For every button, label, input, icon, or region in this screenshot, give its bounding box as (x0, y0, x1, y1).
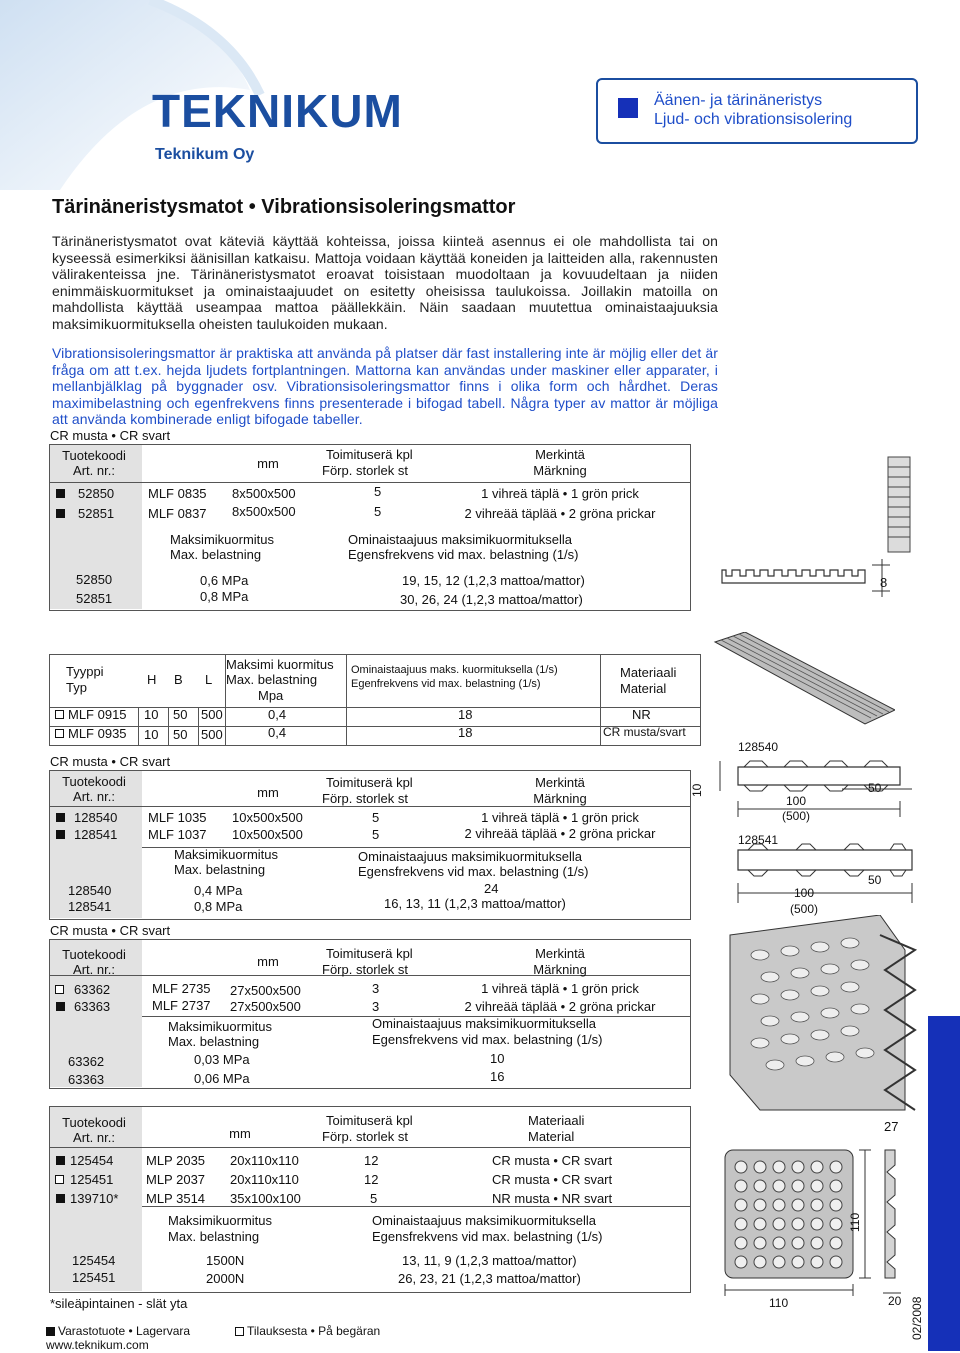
t3-r1-mm: 10x500x500 (232, 810, 303, 825)
t3-r2-code: 128541 (74, 827, 118, 842)
t3-l1-code: 128540 (68, 883, 112, 898)
t5-r1-mm: 20x110x110 (230, 1153, 299, 1168)
t3-h-mark-sv: Märkning (533, 791, 587, 806)
side-accent-bar (928, 1016, 960, 1351)
footnote: *sileäpintainen - slät yta (50, 1296, 188, 1311)
t4-h-maxload: Maksimikuormitus (168, 1019, 273, 1034)
t5-r1-qty: 12 (364, 1153, 379, 1168)
stock-square-icon (56, 813, 65, 822)
t2-h-freq2: Egenfrekvens vid max. belastning (1/s) (351, 678, 541, 690)
fig5-dim-20: 20 (888, 1294, 902, 1308)
strip-mat-figure (705, 632, 895, 732)
t1-l1-code: 52850 (76, 572, 113, 587)
t4-l1-code: 63362 (68, 1054, 105, 1069)
t3-h-freq-sv: Egensfrekvens vid max. belastning (1/s) (358, 864, 589, 879)
fig3-dim-100b: 100 (794, 886, 815, 900)
t4-l2-load: 0,06 MPa (194, 1071, 250, 1086)
t2-h-max3: Mpa (258, 688, 284, 703)
t1-r1-qty: 5 (374, 484, 382, 499)
t2-r1-max: 0,4 (268, 707, 287, 722)
t5-h-code-sv: Art. nr.: (73, 1130, 115, 1145)
category-box (596, 78, 918, 144)
t4-r1-mark: 1 vihreä täplä • 1 grön prick (481, 981, 639, 996)
order-square-icon (235, 1327, 244, 1336)
t4-l2-freq: 16 (490, 1069, 505, 1084)
t3-l2-freq: 16, 13, 11 (1,2,3 mattoa/mattor) (384, 896, 566, 911)
brand-subtitle: Teknikum Oy (155, 146, 255, 163)
t1-dim: 8 (880, 575, 888, 590)
t3-r2-mm: 10x500x500 (232, 827, 303, 842)
t3-h-qty: Toimituserä kpl (326, 775, 413, 790)
t2-h-mat: Materiaali (620, 665, 677, 680)
t1-h-freq-sv: Egensfrekvens vid max. belastning (1/s) (348, 547, 579, 562)
t5-l2-load: 2000N (206, 1271, 245, 1286)
intro-finnish: Tärinäneristysmatot ovat käteviä käyttää kohteissa, joissa kiinteä asennus ei ole mahdollista tai on kyseessä esimerkiksi äänisillan katkaisu. Mattoja voidaan käyttää koneiden ja laitteiden alla, rakennusten välirakenteissa jne. Tärinäneristysmatot eroavat toisistaan muodoltaan ja kovuudeltaan ja niiden enimmäiskuormitukset ja ominaistaajuudet on esitetty oheisissa taulukoissa. Joillakin matoilla on mahdollista käyttää useampaa mattoa päällekkäin. Näin saadaan muutettua ominaistaajuuksia maksimikuormituksella oheisten taulukoiden mukaan. (52, 233, 718, 332)
fig5-dim-110b: 110 (848, 1212, 862, 1232)
t5-r2-mat: CR musta • CR svart (492, 1172, 613, 1187)
t2-h-freq1: Ominaistaajuus maks. kuormituksella (1/s) (351, 664, 558, 676)
t3-r2-type: MLF 1037 (148, 827, 207, 842)
t2-r1-mat: NR (632, 707, 651, 722)
t4-r2-mm: 27x500x500 (230, 999, 301, 1014)
t1-l2-freq: 30, 26, 24 (1,2,3 mattoa/mattor) (400, 592, 583, 607)
t3-l1-load: 0,4 MPa (194, 883, 243, 898)
t2-r2-max: 0,4 (268, 725, 287, 740)
t1-r2-code: 52851 (78, 506, 115, 521)
t3-r1-mark: 1 vihreä täplä • 1 grön prick (481, 810, 639, 825)
t1-h-freq: Ominaistaajuus maksimikuormituksella (348, 532, 572, 547)
t5-r1-code: 125454 (70, 1153, 114, 1168)
t1-h-maxload: Maksimikuormitus (170, 532, 275, 547)
t1-h-qty: Toimituserä kpl (326, 447, 413, 462)
category-fi: Äänen- ja tärinäneristys (654, 92, 823, 109)
t5-r2-code: 125451 (70, 1172, 114, 1187)
t1-h-code: Tuotekoodi (62, 448, 126, 463)
t5-l2-code: 125451 (72, 1270, 116, 1285)
t4-r1-code: 63362 (74, 982, 111, 997)
t4-h-code: Tuotekoodi (62, 947, 126, 962)
t5-h-mat: Materiaali (528, 1113, 585, 1128)
color-note: CR musta • CR svart (50, 923, 171, 938)
t2-r2-h: 10 (144, 727, 159, 742)
t3-l1-freq: 24 (484, 881, 499, 896)
t5-r1-type: MLP 2035 (146, 1153, 206, 1168)
print-date: 02/2008 (910, 1296, 924, 1340)
t4-r2-mark: 2 vihreää täplää • 2 gröna prickar (464, 999, 656, 1014)
t5-l1-load: 1500N (206, 1253, 245, 1268)
fig3-dim-10: 10 (690, 783, 704, 797)
stock-square-icon (56, 830, 65, 839)
t3-h-maxload-sv: Max. belastning (174, 862, 266, 877)
order-square-icon (55, 729, 64, 738)
t1-r1-mm: 8x500x500 (232, 486, 296, 501)
order-square-icon (55, 1175, 64, 1184)
brand-logo: TEKNIKUM (152, 85, 403, 137)
t4-h-qty: Toimituserä kpl (326, 946, 413, 961)
t5-h-qty-sv: Förp. storlek st (322, 1129, 408, 1144)
t4-r2-type: MLF 2737 (152, 998, 211, 1013)
t2-h-max2: Max. belastning (226, 672, 318, 687)
t3-h-freq: Ominaistaajuus maksimikuormituksella (358, 849, 582, 864)
t1-l1-freq: 19, 15, 12 (1,2,3 mattoa/mattor) (402, 573, 585, 588)
stock-square-icon (56, 509, 65, 518)
t5-h-freq-sv: Egensfrekvens vid max. belastning (1/s) (372, 1229, 603, 1244)
t2-r2-type: MLF 0935 (68, 726, 127, 741)
website-link[interactable]: www.teknikum.com (46, 1338, 149, 1352)
t5-h-mat-sv: Material (528, 1129, 575, 1144)
t5-l1-code: 125454 (72, 1253, 116, 1268)
t5-r3-code: 139710* (70, 1191, 119, 1206)
category-sv: Ljud- och vibrationsisolering (654, 111, 853, 128)
t1-l1-load: 0,6 MPa (200, 573, 249, 588)
t2-r2-freq: 18 (458, 725, 473, 740)
t1-r2-qty: 5 (374, 504, 382, 519)
t3-l2-code: 128541 (68, 899, 112, 914)
t3-r2-mark: 2 vihreää täplää • 2 gröna prickar (464, 826, 656, 841)
t5-r2-mm: 20x110x110 (230, 1172, 299, 1187)
t3-h-code: Tuotekoodi (62, 774, 126, 789)
t4-h-qty-sv: Förp. storlek st (322, 962, 408, 977)
t3-h-maxload: Maksimikuormitus (174, 847, 279, 862)
t1-r2-mark: 2 vihreää täplää • 2 gröna prickar (464, 506, 656, 521)
color-note: CR musta • CR svart (50, 428, 171, 443)
t5-h-maxload-sv: Max. belastning (168, 1229, 260, 1244)
t1-r2-type: MLF 0837 (148, 506, 207, 521)
stock-square-icon (46, 1327, 55, 1336)
fig3-dim-100a: 100 (786, 794, 807, 808)
fig3-dim-50a: 50 (868, 781, 882, 795)
t5-h-freq: Ominaistaajuus maksimikuormituksella (372, 1213, 596, 1228)
t5-r1-mat: CR musta • CR svart (492, 1153, 613, 1168)
fig5-dim-110a: 110 (769, 1296, 789, 1310)
zigzag-mat-figure (720, 915, 930, 1115)
blue-square-icon (618, 98, 638, 118)
t1-h-code-sv: Art. nr.: (73, 463, 115, 478)
t5-h-mm: mm (229, 1126, 251, 1141)
t2-h-type-sv: Typ (66, 680, 87, 695)
t1-h-qty-sv: Förp. storlek st (322, 463, 408, 478)
t4-h-maxload-sv: Max. belastning (168, 1034, 260, 1049)
t4-r1-type: MLF 2735 (152, 981, 211, 996)
t3-h-mm: mm (257, 785, 279, 800)
order-square-icon (55, 710, 64, 719)
legend-order: Tilauksesta • På begäran (247, 1324, 381, 1338)
t3-h-mark: Merkintä (535, 775, 585, 790)
t2-h-max1: Maksimi kuormitus (226, 657, 334, 672)
t1-h-mark-sv: Märkning (533, 463, 587, 478)
t1-h-mark: Merkintä (535, 447, 585, 462)
t5-h-maxload: Maksimikuormitus (168, 1213, 273, 1228)
t4-h-freq-sv: Egensfrekvens vid max. belastning (1/s) (372, 1032, 603, 1047)
t5-r3-mm: 35x100x100 (230, 1191, 301, 1206)
t1-l2-load: 0,8 MPa (200, 589, 249, 604)
t1-r1-code: 52850 (78, 486, 115, 501)
t3-r1-type: MLF 1035 (148, 810, 207, 825)
color-note: CR musta • CR svart (50, 754, 171, 769)
order-square-icon (55, 985, 64, 994)
t4-l1-load: 0,03 MPa (194, 1052, 250, 1067)
t3-r2-qty: 5 (372, 827, 380, 842)
t5-r3-type: MLP 3514 (146, 1191, 206, 1206)
t4-l1-freq: 10 (490, 1051, 505, 1066)
t3-h-code-sv: Art. nr.: (73, 789, 115, 804)
t4-r2-qty: 3 (372, 999, 380, 1014)
t2-r1-b: 50 (173, 707, 188, 722)
t2-r2-mat: CR musta/svart (603, 725, 686, 739)
t4-h-mark-sv: Märkning (533, 962, 587, 977)
t2-h-b: B (174, 672, 183, 687)
fig3-dim-50b: 50 (868, 873, 882, 887)
t2-h-h: H (147, 672, 157, 687)
t2-r2-b: 50 (173, 727, 188, 742)
intro-swedish: Vibrationsisoleringsmattor är praktiska att använda på platser där fast installering inte är möjlig eller det är fråga om att t.ex. hejda ljudets fortplantningen. Mattorna kan användas under maskiner eller apparater, i mellanbjälklag på byggnader osv. Vibrationsisoleringsmattor finns i olika form och hårdhet. Deras maximibelastning och egenfrekvens finns presenterade i bifogad tabell. Några typer av mattor är möjliga att använda kombinerade enligt bifogade tabeller. (52, 345, 718, 427)
t4-r1-qty: 3 (372, 981, 380, 996)
fig3-dim-500b: (500) (790, 902, 819, 916)
page-title: Tärinäneristysmatot • Vibrationsisoleringsmattor (52, 196, 516, 218)
t5-r3-mat: NR musta • NR svart (492, 1191, 613, 1206)
t5-l1-freq: 13, 11, 9 (1,2,3 mattoa/mattor) (402, 1253, 577, 1268)
t4-l2-code: 63363 (68, 1072, 105, 1087)
t1-l2-code: 52851 (76, 591, 113, 606)
t2-r1-h: 10 (144, 707, 159, 722)
t2-r1-type: MLF 0915 (68, 707, 127, 722)
t1-r1-mark: 1 vihreä täplä • 1 grön prick (481, 486, 639, 501)
stock-square-icon (56, 489, 65, 498)
t4-h-code-sv: Art. nr.: (73, 962, 115, 977)
t3-r1-code: 128540 (74, 810, 118, 825)
t1-r1-type: MLF 0835 (148, 486, 207, 501)
fig3-label-1: 128540 (738, 740, 779, 754)
t2-r1-freq: 18 (458, 707, 473, 722)
t3-h-qty-sv: Förp. storlek st (322, 791, 408, 806)
fig3-dim-500a: (500) (782, 809, 811, 823)
t2-h-l: L (205, 672, 213, 687)
fig4-dim-27: 27 (884, 1119, 899, 1134)
t5-r2-type: MLP 2037 (146, 1172, 206, 1187)
t5-l2-freq: 26, 23, 21 (1,2,3 mattoa/mattor) (398, 1271, 581, 1286)
t2-r2-l: 500 (201, 727, 223, 742)
t1-h-maxload-sv: Max. belastning (170, 547, 262, 562)
t4-r2-code: 63363 (74, 999, 111, 1014)
t2-h-type: Tyyppi (66, 664, 104, 679)
t2-r1-l: 500 (201, 707, 223, 722)
t3-r1-qty: 5 (372, 810, 380, 825)
stock-square-icon (56, 1002, 65, 1011)
t4-h-mark: Merkintä (535, 946, 585, 961)
t5-h-code: Tuotekoodi (62, 1115, 126, 1130)
t5-h-qty: Toimituserä kpl (326, 1113, 413, 1128)
t1-r2-mm: 8x500x500 (232, 504, 296, 519)
stock-square-icon (56, 1194, 65, 1203)
t4-r1-mm: 27x500x500 (230, 983, 301, 998)
fig3-label-2: 128541 (738, 833, 779, 847)
t1-h-mm: mm (257, 456, 279, 471)
t3-l2-load: 0,8 MPa (194, 899, 243, 914)
t5-r3-qty: 5 (370, 1191, 378, 1206)
t5-r2-qty: 12 (364, 1172, 379, 1187)
t4-h-mm: mm (257, 954, 279, 969)
t4-h-freq: Ominaistaajuus maksimikuormituksella (372, 1016, 596, 1031)
t2-h-mat-sv: Material (620, 681, 667, 696)
stock-square-icon (56, 1156, 65, 1165)
legend-stock: Varastotuote • Lagervara (58, 1324, 191, 1338)
